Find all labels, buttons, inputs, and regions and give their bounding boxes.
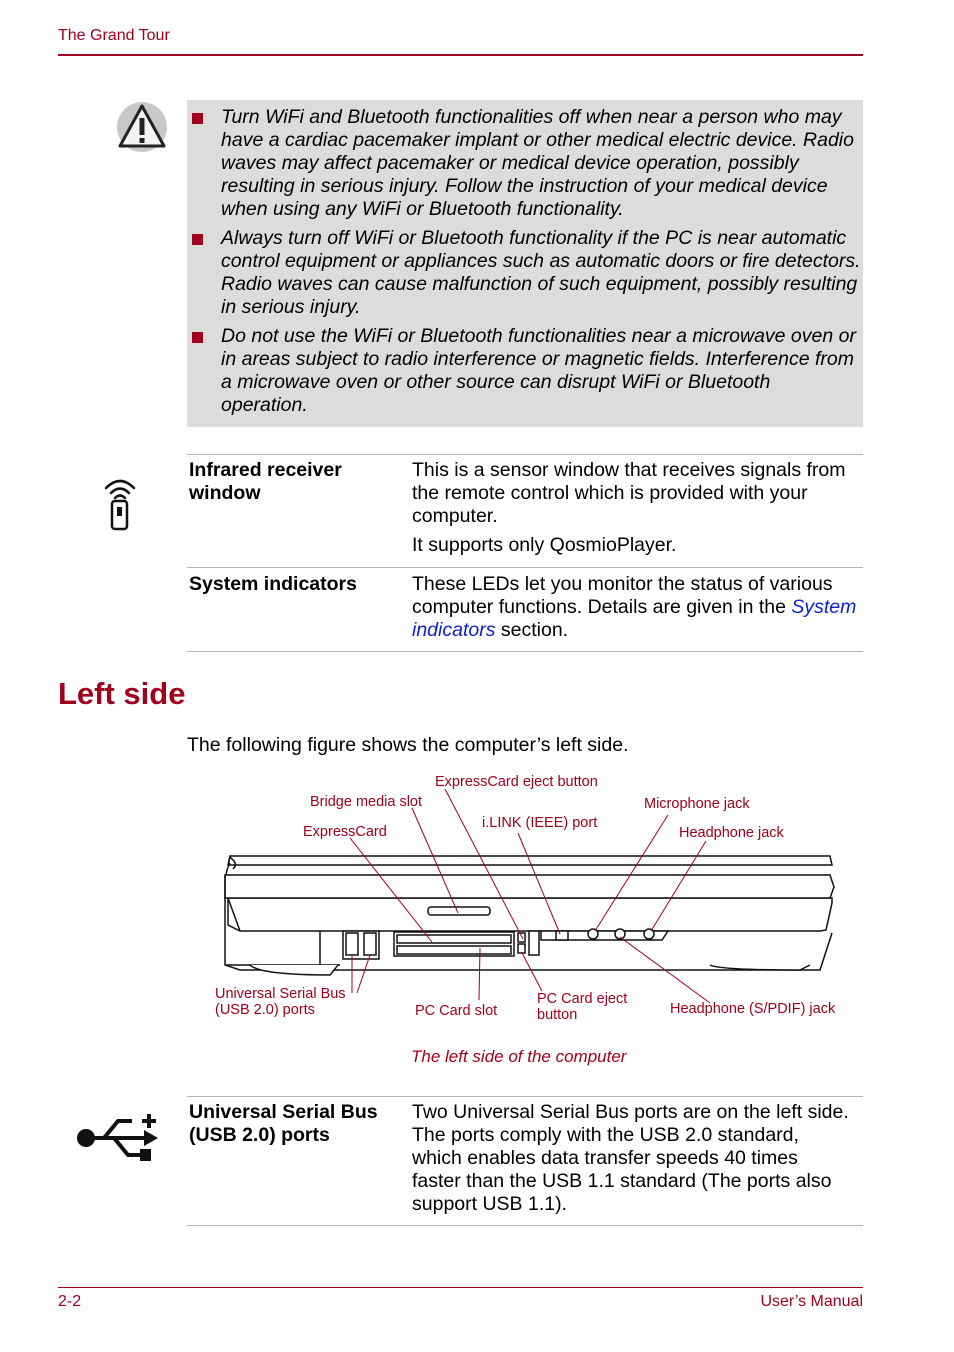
label-pccard-eject-2: button <box>537 1007 578 1023</box>
label-usb-2: (USB 2.0) ports <box>215 1002 315 1018</box>
section-intro: The following figure shows the computer’s left side. <box>187 734 629 756</box>
laptop-drawing <box>225 856 834 975</box>
label-pccard-eject-1: PC Card eject <box>537 991 628 1007</box>
desc-usb: Two Universal Serial Bus ports are on the left side. The ports comply with the USB 2.0 standard, which enables data transfer speeds 40 times faster than the USB 1.1 standard (The ports also support USB 1.1). <box>412 1101 849 1215</box>
running-header: The Grand Tour <box>58 27 170 44</box>
desc-indicators-text: These LEDs let you monitor the status of various computer functions. Details are given in the <box>412 573 833 618</box>
warning-text: Do not use the WiFi or Bluetooth functionalities near a microwave oven or in areas subject to radio interference or magnetic fields. Interference from a microwave oven or other source can disrupt WiFi or Bluetooth operation. <box>221 325 856 416</box>
label-pccard-slot: PC Card slot <box>415 1003 498 1019</box>
desc-infrared-support: It supports only QosmioPlayer. <box>412 534 677 556</box>
warning-text: Always turn off WiFi or Bluetooth functionality if the PC is near automatic control equipment or appliances such as automatic doors or fire detectors. Radio waves can cause malfunction of such equipment, possibly resulting in serious injury. <box>221 227 861 318</box>
label-usb-1: Universal Serial Bus <box>215 986 346 1002</box>
desc-indicators <box>412 573 860 642</box>
page-number: 2-2 <box>58 1293 82 1310</box>
label-headphone-spdif: Headphone (S/PDIF) jack <box>670 1001 836 1017</box>
manual-title: User’s Manual <box>760 1293 863 1310</box>
figure-caption: The left side of the computer <box>411 1047 627 1066</box>
label-headphone: Headphone jack <box>679 825 784 841</box>
warning-icon <box>116 101 168 153</box>
term-infrared: Infrared receiver window <box>189 459 342 504</box>
desc-infrared: This is a sensor window that receives signals from the remote control which is provided with your computer. <box>412 459 846 527</box>
header-rule <box>58 54 863 56</box>
table-rule <box>187 1225 863 1226</box>
system-indicators-link[interactable]: System indicators <box>412 596 857 641</box>
table-rule <box>187 1096 863 1097</box>
table-rule <box>187 567 863 568</box>
usb-icon <box>74 1111 160 1163</box>
warning-text: Turn WiFi and Bluetooth functionalities off when near a person who may have a cardiac pacemaker implant or other medical electric device. Radio waves may affect pacemaker or medical device operation, possibly resulting in serious injury. Follow the instruction of your medical device when using any WiFi or Bluetooth functionality. <box>221 106 854 220</box>
table-rule <box>187 454 863 455</box>
bullet-square <box>192 332 203 343</box>
desc-indicators-end: section. <box>495 619 569 641</box>
table-rule <box>187 651 863 652</box>
infrared-icon <box>100 474 140 532</box>
label-expresscard-eject: ExpressCard eject button <box>435 774 598 790</box>
bullet-square <box>192 113 203 124</box>
label-microphone: Microphone jack <box>644 796 750 812</box>
left-side-figure <box>200 765 870 1040</box>
label-ilink: i.LINK (IEEE) port <box>482 815 598 831</box>
label-bridge-media: Bridge media slot <box>310 794 423 810</box>
label-expresscard: ExpressCard <box>303 824 387 840</box>
term-indicators: System indicators <box>189 573 357 595</box>
term-usb: Universal Serial Bus (USB 2.0) ports <box>189 1101 378 1146</box>
section-title: Left side <box>58 676 186 711</box>
footer-rule <box>58 1287 863 1288</box>
bullet-square <box>192 234 203 245</box>
